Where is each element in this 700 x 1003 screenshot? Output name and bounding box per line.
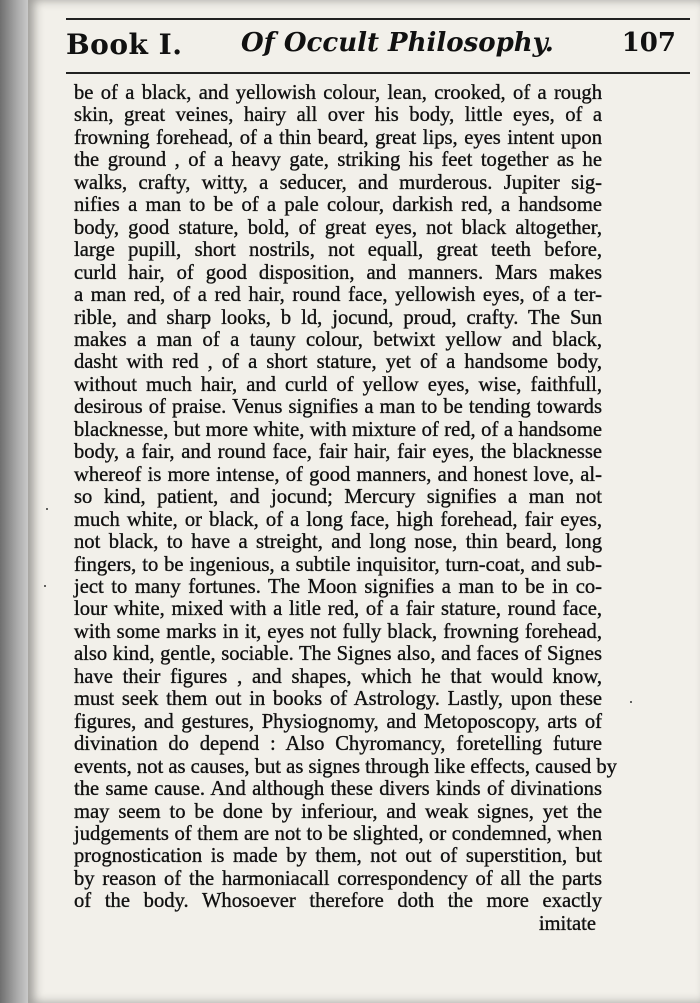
text-line: body, a fair, and round face, fair hair, fair eyes, the blacknesse xyxy=(74,441,602,464)
text-line: not black, to have a streight, and long nose, thin beard, long xyxy=(74,531,602,554)
text-line: the ground , of a heavy gate, striking his feet together as he xyxy=(74,149,602,172)
text-line: dasht with red , of a short stature, yet of a handsome body, xyxy=(74,351,602,374)
text-line: makes a man of a tauny colour, betwixt yellow and black, xyxy=(74,328,602,351)
text-line: rible, and sharp looks, b ld, jocund, proud, crafty. The Sun xyxy=(74,306,602,329)
text-line: much white, or black, of a long face, high forehead, fair eyes, xyxy=(74,508,602,531)
text-line: figures, and gestures, Physiognomy, and Metoposcopy, arts of xyxy=(74,710,602,733)
top-rule xyxy=(66,18,690,20)
book-label: Book I. xyxy=(66,28,183,61)
text-line: so kind, patient, and jocund; Mercury signifies a man not xyxy=(74,486,602,509)
ink-speck xyxy=(44,585,46,587)
text-line: large pupill, short nostrils, not equall, great teeth before, xyxy=(74,239,602,262)
text-line: of the body. Whosoever therefore doth the more exactly xyxy=(74,890,602,913)
text-line: without much hair, and curld of yellow eyes, wise, faithfull, xyxy=(74,373,602,396)
text-line: skin, great veines, hairy all over his body, little eyes, of a xyxy=(74,104,602,127)
catchword: imitate xyxy=(538,912,596,935)
text-line: frowning forehead, of a thin beard, great lips, eyes intent upon xyxy=(74,126,602,149)
text-line: ject to many fortunes. The Moon signifies a man to be in co- xyxy=(74,575,602,598)
text-line: judgements of them are not to be slighted, or condemned, when xyxy=(74,822,602,845)
text-line: curld hair, of good disposition, and manners. Mars makes xyxy=(74,261,602,284)
text-line: have their figures , and shapes, which he that would know, xyxy=(74,665,602,688)
text-line: divination do depend : Also Chyromancy, foretelling future xyxy=(74,733,602,756)
text-line: a man red, of a red hair, round face, yellowish eyes, of a ter- xyxy=(74,284,602,307)
page-number: 107 xyxy=(621,28,676,58)
text-line: by reason of the harmoniacall correspondency of all the parts xyxy=(74,867,602,890)
header-rule xyxy=(66,72,690,74)
text-line: with some marks in it, eyes not fully black, frowning forehead, xyxy=(74,620,602,643)
running-head xyxy=(66,28,690,68)
text-line: must seek them out in books of Astrology. Lastly, upon these xyxy=(74,688,602,711)
body-text xyxy=(74,82,617,935)
text-line: also kind, gentle, sociable. The Signes also, and faces of Signes xyxy=(74,643,602,666)
text-line: events, not as causes, but as signes through like effects, caused by xyxy=(74,755,617,778)
text-line: fingers, to be ingenious, a subtile inquisitor, turn-coat, and sub- xyxy=(74,553,602,576)
text-line: prognostication is made by them, not out of superstition, but xyxy=(74,845,602,868)
running-title: Of Occult Philosophy. xyxy=(241,28,554,58)
text-line: the same cause. And although these divers kinds of divinations xyxy=(74,778,602,801)
text-line: walks, crafty, witty, a seducer, and murderous. Jupiter sig- xyxy=(74,171,602,194)
page-gutter-shadow xyxy=(0,0,30,1003)
text-line: may seem to be done by inferiour, and weak signes, yet the xyxy=(74,800,602,823)
text-line: nifies a man to be of a pale colour, darkish red, a handsome xyxy=(74,194,602,217)
ink-speck xyxy=(46,508,48,510)
text-line: be of a black, and yellowish colour, lean, crooked, of a rough xyxy=(74,82,602,104)
text-line: lour white, mixed with a litle red, of a fair stature, round face, xyxy=(74,598,602,621)
text-line: body, good stature, bold, of great eyes, not black altogether, xyxy=(74,216,602,239)
text-line: desirous of praise. Venus signifies a man to be tending towards xyxy=(74,396,602,419)
text-line: blacknesse, but more white, with mixture of red, of a handsome xyxy=(74,418,602,441)
ink-speck xyxy=(630,701,632,703)
text-line: whereof is more intense, of good manners, and honest love, al- xyxy=(74,463,602,486)
